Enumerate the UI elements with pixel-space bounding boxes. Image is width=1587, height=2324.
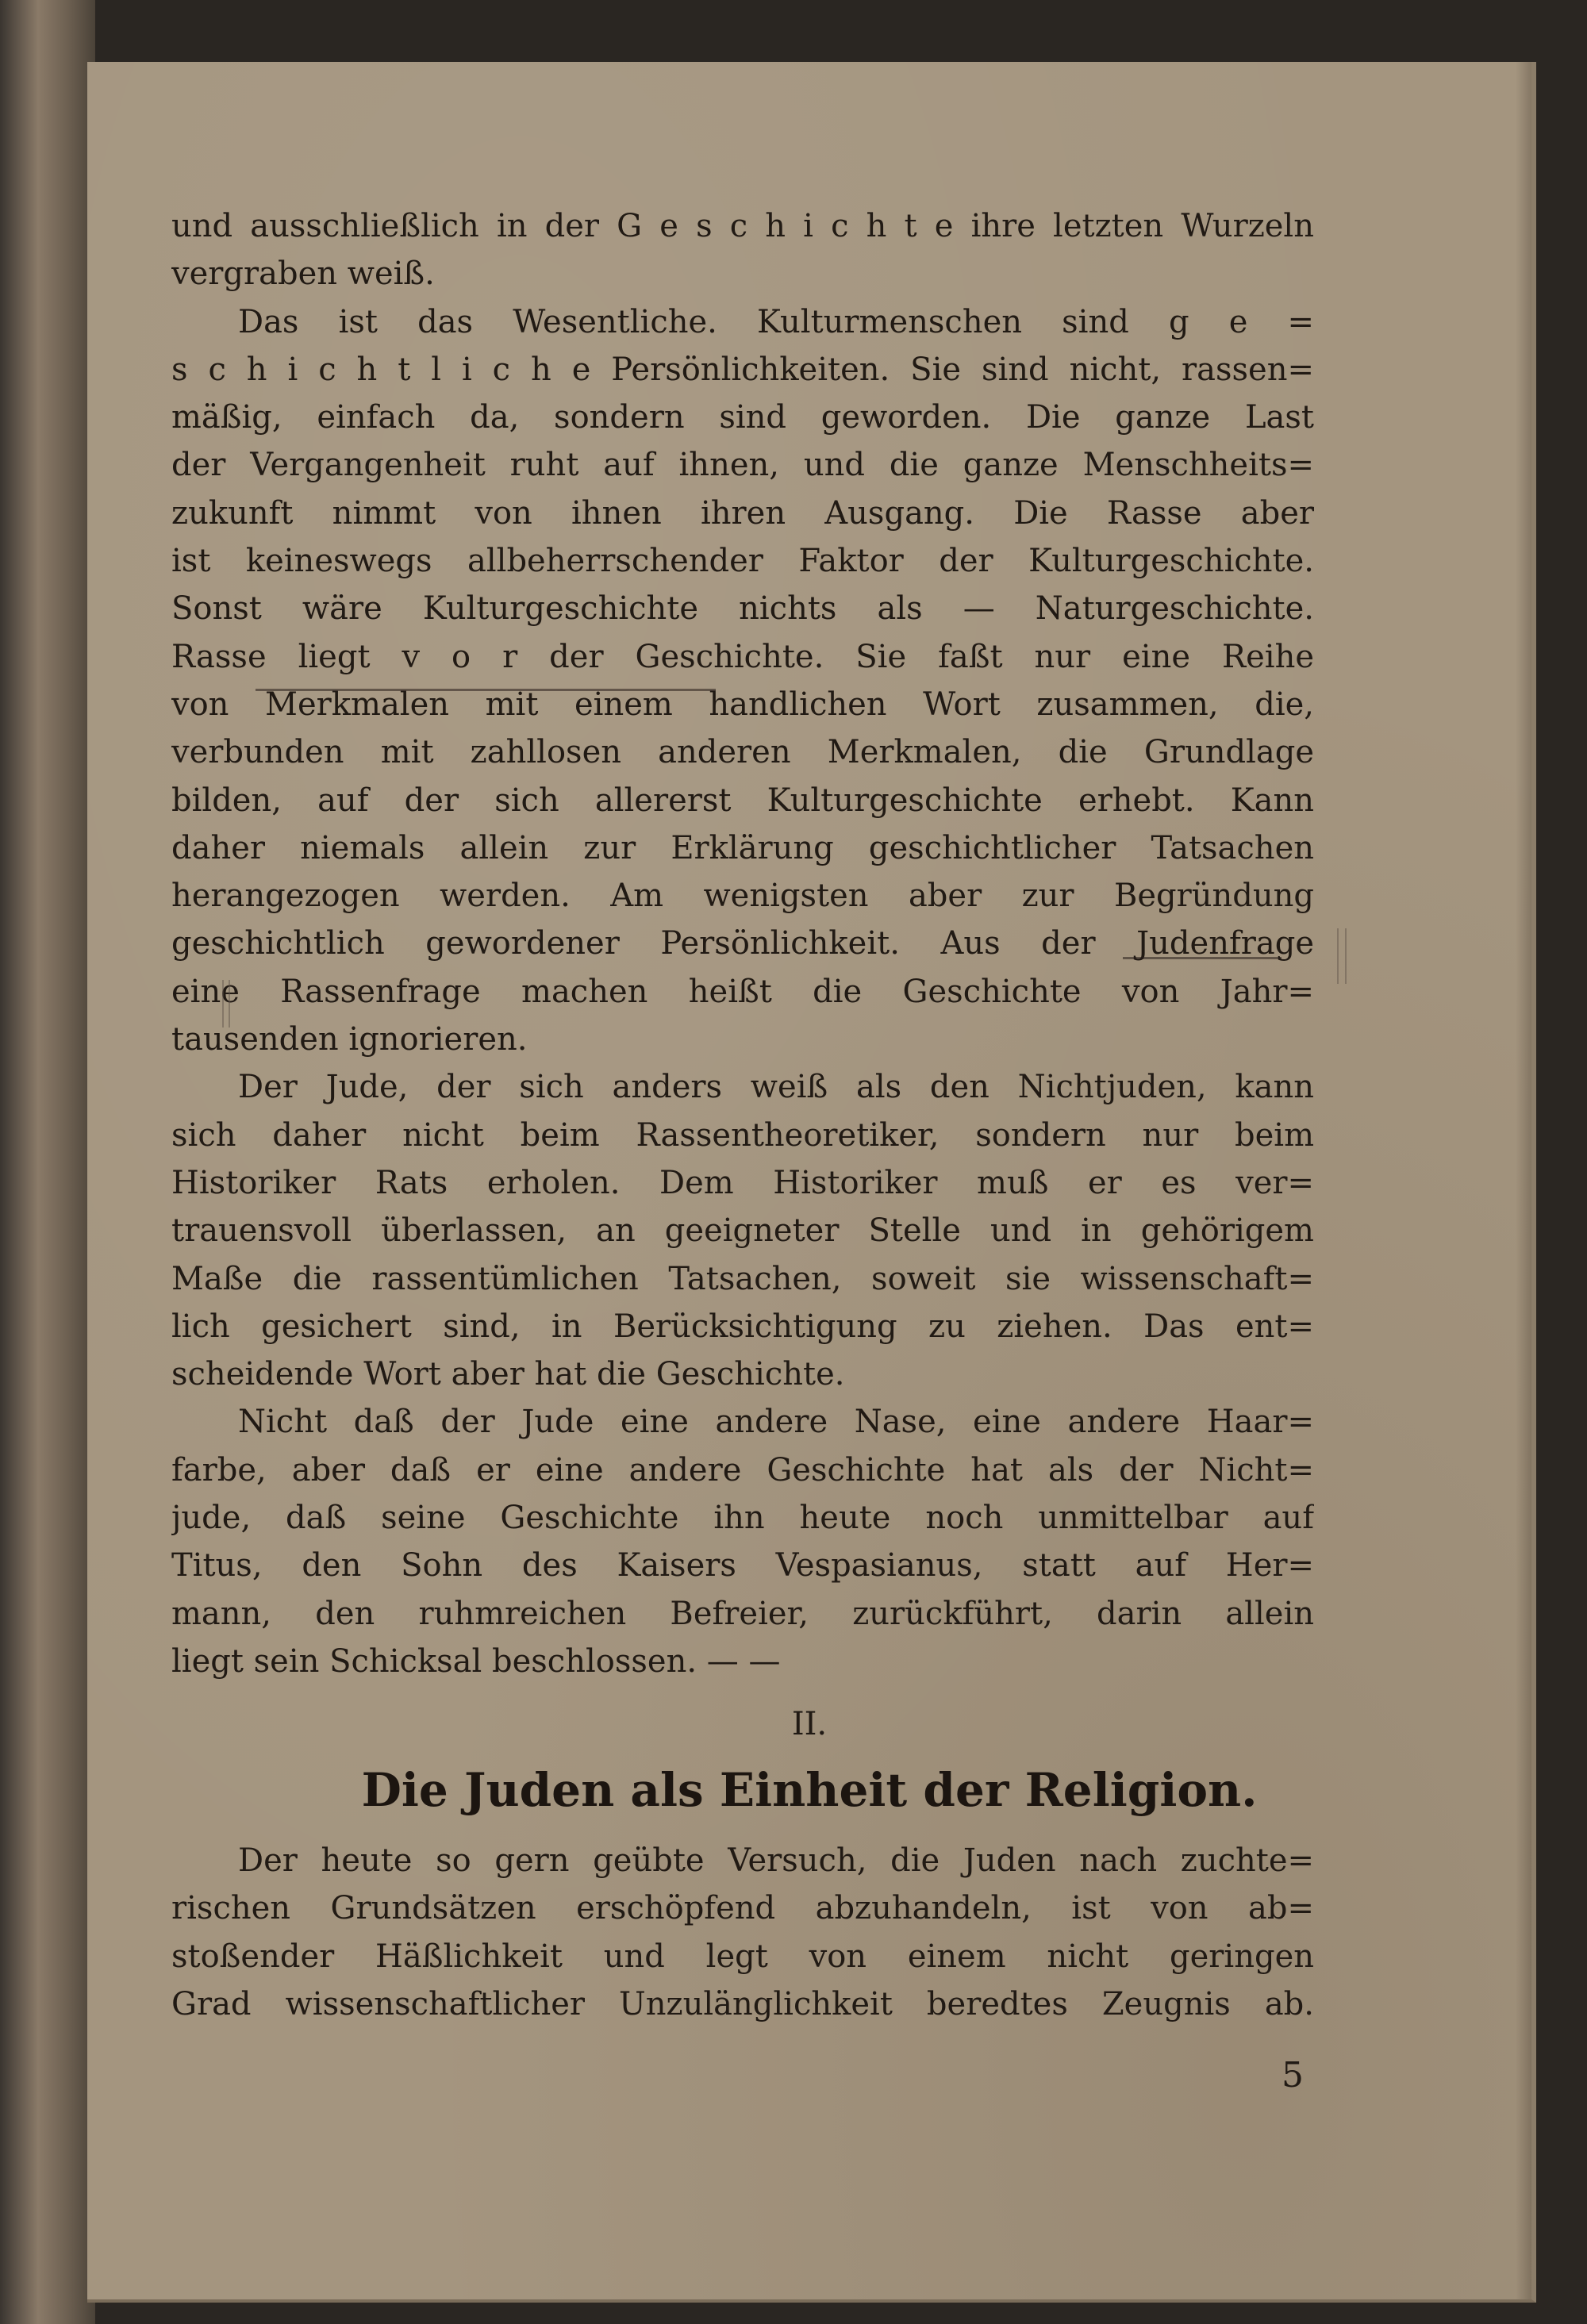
text-line: Sonst wäre Kulturgeschichte nichts als — Naturgeschichte. <box>171 590 1314 628</box>
text-line: Der Jude, der sich anders weiß als den Nichtjuden, kann <box>238 1069 1314 1106</box>
text-line: liegt sein Schicksal beschlossen. — — <box>171 1642 781 1680</box>
book-spine <box>0 0 95 2324</box>
text-line: rischen Grundsätzen erschöpfend abzuhandeln, ist von ab= <box>171 1890 1314 1927</box>
chapter-text-block <box>171 1837 1314 2028</box>
chapter-title: Die Juden als Einheit der Religion. <box>361 1763 1258 1817</box>
text-line: eine Rassenfrage machen heißt die Geschichte von Jahr= <box>171 973 1314 1010</box>
text-line: Nicht daß der Jude eine andere Nase, eine andere Haar= <box>238 1404 1314 1441</box>
text-line: tausenden ignorieren. <box>171 1021 528 1058</box>
text-line: mann, den ruhmreichen Befreier, zurückführt, darin allein <box>171 1595 1314 1632</box>
text-line: stoßender Häßlichkeit und legt von einem nicht geringen <box>171 1938 1314 1975</box>
text-line: zukunft nimmt von ihnen ihren Ausgang. Die Rasse aber <box>171 494 1314 532</box>
page-number: 5 <box>1282 2055 1304 2095</box>
text-line: Historiker Rats erholen. Dem Historiker muß er es ver= <box>171 1164 1314 1201</box>
text-line: Titus, den Sohn des Kaisers Vespasianus, statt auf Her= <box>171 1547 1314 1585</box>
text-line: herangezogen werden. Am wenigsten aber zur Begründung <box>171 878 1314 915</box>
pencil-underline <box>1123 957 1282 959</box>
text-line: von Merkmalen mit einem handlichen Wort zusammen, die, <box>171 686 1314 723</box>
margin-pencil-mark <box>222 980 224 1028</box>
text-line: sich daher nicht beim Rassentheoretiker, sondern nur beim <box>171 1116 1314 1154</box>
text-line: s c h i c h t l i c h e Persönlichkeiten. Sie sind nicht, rassen= <box>171 351 1314 388</box>
text-line: Grad wissenschaftlicher Unzulänglichkeit beredtes Zeugnis ab. <box>171 1985 1314 2022</box>
chapter-number: II. <box>791 1706 828 1742</box>
text-line: mäßig, einfach da, sondern sind geworden. Die ganze Last <box>171 399 1314 436</box>
text-line: farbe, aber daß er eine andere Geschichte hat als der Nicht= <box>171 1451 1314 1489</box>
text-line: ist keineswegs allbeherrschender Faktor der Kulturgeschichte. <box>171 543 1314 580</box>
text-line: geschichtlich gewordener Persönlichkeit. Aus der Judenfrage <box>171 925 1314 962</box>
text-line: scheidende Wort aber hat die Geschichte. <box>171 1356 845 1393</box>
text-line: verbunden mit zahllosen anderen Merkmalen, die Grundlage <box>171 734 1314 771</box>
margin-pencil-mark <box>229 980 230 1028</box>
text-line: jude, daß seine Geschichte ihn heute noch unmittelbar auf <box>171 1500 1314 1537</box>
main-text-block <box>171 202 1314 1685</box>
text-line: Maße die rassentümlichen Tatsachen, soweit sie wissenschaft= <box>171 1260 1314 1297</box>
text-line: lich gesichert sind, in Berücksichtigung zu ziehen. Das ent= <box>171 1308 1314 1345</box>
text-line: bilden, auf der sich allererst Kulturgeschichte erhebt. Kann <box>171 782 1314 819</box>
text-line: Das ist das Wesentliche. Kulturmenschen sind g e = <box>238 303 1314 340</box>
text-line: Der heute so gern geübte Versuch, die Juden nach zuchte= <box>238 1842 1314 1879</box>
text-line: trauensvoll überlassen, an geeigneter Stelle und in gehörigem <box>171 1212 1314 1250</box>
page-edge-shadow <box>1516 62 1531 2299</box>
margin-pencil-mark <box>1345 928 1347 984</box>
text-line: Rasse liegt v o r der Geschichte. Sie faßt nur eine Reihe <box>171 638 1314 675</box>
text-line: daher niemals allein zur Erklärung geschichtlicher Tatsachen <box>171 829 1314 866</box>
text-line: der Vergangenheit ruht auf ihnen, und die ganze Menschheits= <box>171 447 1314 484</box>
margin-pencil-mark <box>1337 928 1339 984</box>
text-line: und ausschließlich in der G e s c h i c h t e ihre letzten Wurzeln <box>171 208 1314 244</box>
text-line: vergraben weiß. <box>171 255 435 293</box>
pencil-underline <box>256 689 716 691</box>
